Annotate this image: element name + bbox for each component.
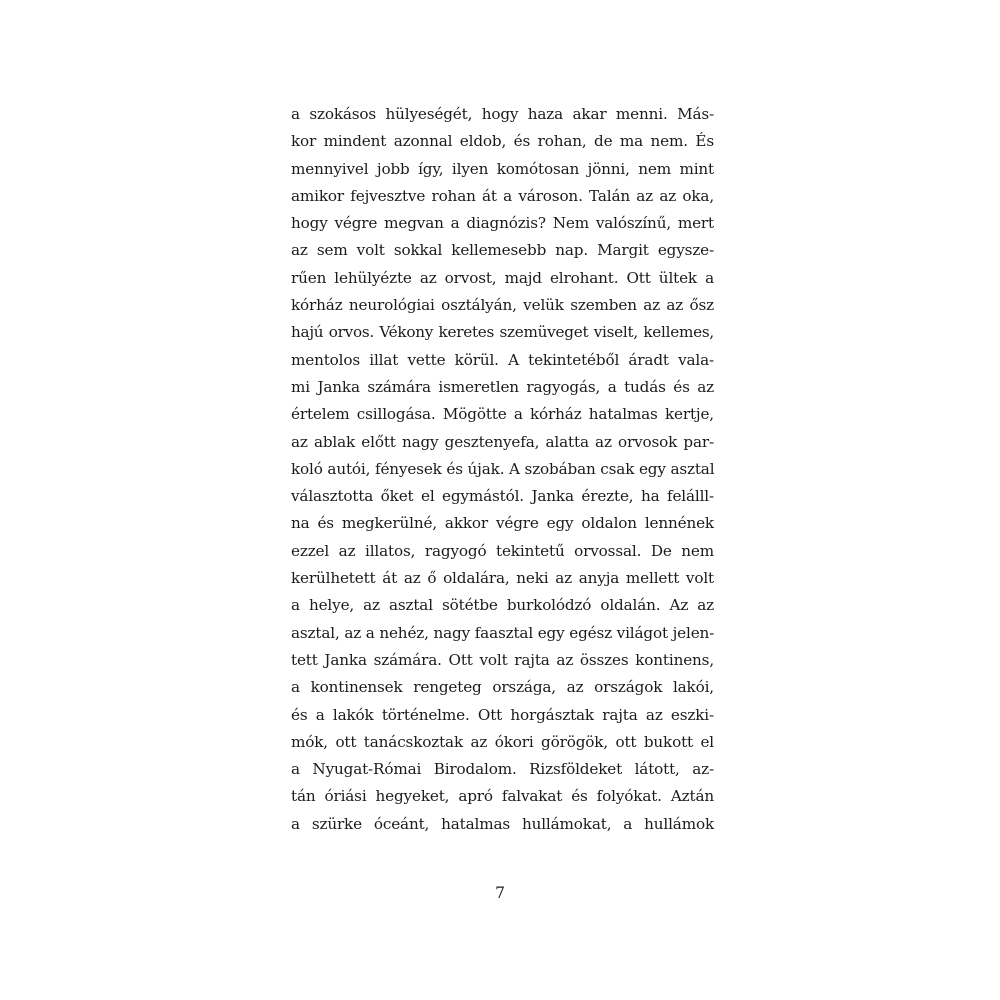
text-line: hogy végre megvan a diagnózis? Nem valószínű, mert <box>291 214 714 233</box>
text-line: hajú orvos. Vékony keretes szemüveget viselt, kellemes, <box>291 323 714 342</box>
text-line: asztal, az a nehéz, nagy faasztal egy egész világot jelen- <box>291 623 715 642</box>
text-line: és a lakók történelme. Ott horgásztak rajta az eszki- <box>291 705 714 724</box>
text-line: az ablak előtt nagy gesztenyefa, alatta az orvosok par- <box>291 432 714 451</box>
text-line: rűen lehülyézte az orvost, majd elrohant. Ott ültek a <box>291 268 714 287</box>
text-line: na és megkerülné, akkor végre egy oldalon lennének <box>291 514 714 533</box>
text-line: mennyivel jobb így, ilyen komótosan jönni, nem mint <box>291 159 714 178</box>
text-line: az sem volt sokkal kellemesebb nap. Margit egysze- <box>291 241 714 260</box>
text-line: a szokásos hülyeségét, hogy haza akar menni. Más- <box>291 105 714 123</box>
text-line: a Nyugat-Római Birodalom. Rizsföldeket látott, az- <box>291 760 714 779</box>
text-line: tán óriási hegyeket, apró falvakat és folyókat. Aztán <box>291 787 714 806</box>
body-text <box>291 101 714 838</box>
text-line: tett Janka számára. Ott volt rajta az összes kontinens, <box>291 650 714 669</box>
text-line: a kontinensek rengeteg országa, az országok lakói, <box>291 678 714 697</box>
text-line: kerülhetett át az ő oldalára, neki az anyja mellett volt <box>291 569 714 588</box>
page-number: 7 <box>495 884 505 902</box>
text-line: kórház neurológiai osztályán, velük szemben az az ősz <box>291 296 714 315</box>
text-line: ezzel az illatos, ragyogó tekintetű orvossal. De nem <box>291 541 714 560</box>
text-line: mók, ott tanácskoztak az ókori görögök, ott bukott el <box>291 732 714 751</box>
text-line: a szürke óceánt, hatalmas hullámokat, a hullámok <box>291 814 714 833</box>
text-line: a helye, az asztal sötétbe burkolódzó oldalán. Az az <box>291 596 714 615</box>
text-line: értelem csillogása. Mögötte a kórház hatalmas kertje, <box>291 405 714 424</box>
text-line: mi Janka számára ismeretlen ragyogás, a tudás és az <box>291 377 714 396</box>
text-line: amikor fejvesztve rohan át a városon. Talán az az oka, <box>291 186 714 205</box>
text-line: koló autói, fényesek és újak. A szobában csak egy asztal <box>291 459 715 478</box>
text-line: választotta őket el egymástól. Janka érezte, ha felálll- <box>291 487 714 506</box>
text-line: mentolos illat vette körül. A tekintetéből áradt vala- <box>291 350 714 369</box>
text-line: kor mindent azonnal eldob, és rohan, de ma nem. És <box>291 132 714 151</box>
